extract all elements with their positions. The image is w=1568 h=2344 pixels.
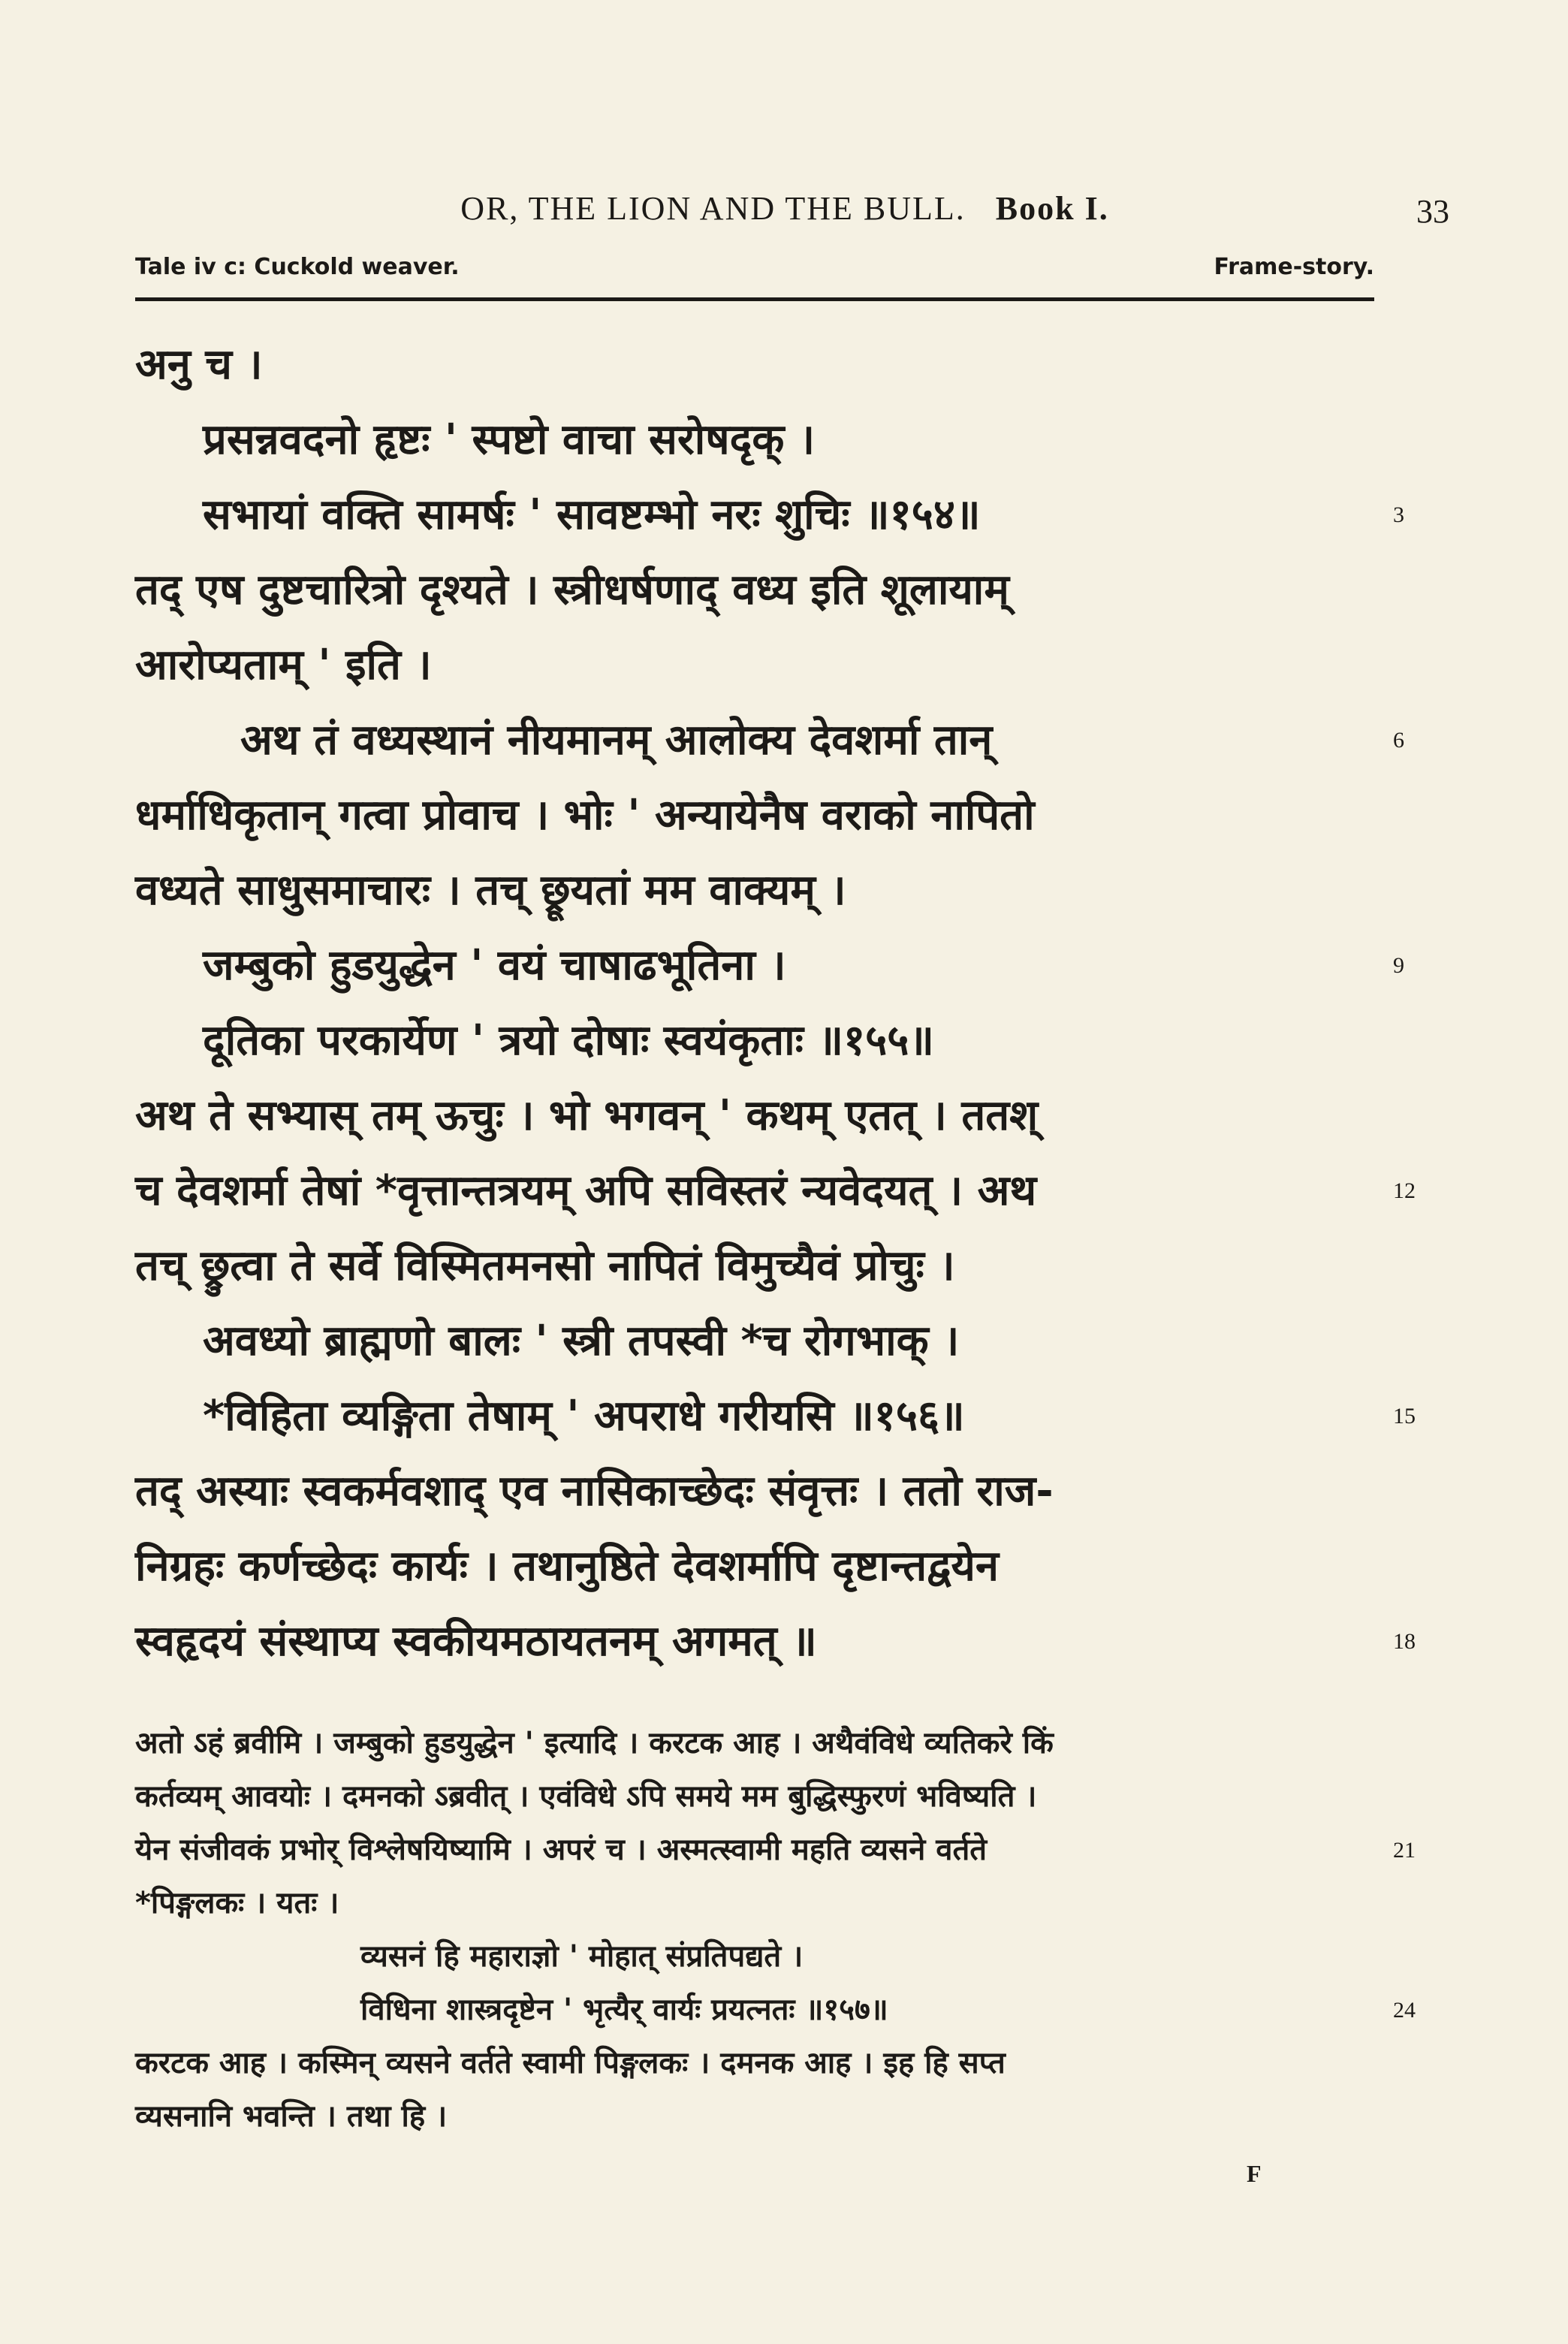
line-text: निग्रहः कर्णच्छेदः कार्यः । तथानुष्ठिते देवशर्मापि दृष्टान्तद्वयेन — [135, 1542, 999, 1591]
text-line — [135, 1824, 1416, 1877]
verse-line — [135, 403, 1374, 478]
line-text: येन संजीवकं प्रभोर् विश्लेषयिष्यामि । अपरं च । अस्मत्स्वामी महति व्यसने वर्तते — [135, 1833, 988, 1867]
verse-line — [135, 1930, 1374, 1984]
main-text — [135, 327, 1416, 1679]
line-text: दूतिका परकार्येण ' त्रयो दोषाः स्वयंकृताः ॥१५५॥ — [203, 1016, 934, 1065]
line-text: प्रसन्नवदनो हृष्टः ' स्पष्टो वाचा सरोषदृक् । — [203, 415, 816, 464]
secondary-text — [135, 1717, 1416, 2143]
text-line — [135, 2037, 1374, 2090]
line-text: व्यसनं हि महाराज्ञो ' मोहात् संप्रतिपद्यते । — [360, 1939, 804, 1974]
text-line — [135, 778, 1374, 853]
line-number: 15 — [1393, 1404, 1416, 1428]
line-text: *पिङ्गलकः । यतः । — [135, 1886, 339, 1920]
line-text: तच् छ्रुत्वा ते सर्वे विस्मितमनसो नापितं विमुच्यैवं प्रोचुः । — [135, 1241, 955, 1290]
signature-mark: F — [1247, 2160, 1262, 2187]
text-line — [135, 2090, 1374, 2143]
text-line — [135, 327, 1374, 403]
text-line — [135, 1770, 1374, 1824]
line-text: तद् एष दुष्टचारित्रो दृश्यते । स्त्रीधर्षणाद् वध्य इति शूलायाम् — [135, 566, 1009, 614]
verse-line — [135, 1984, 1416, 2037]
line-text: अतो ऽहं ब्रवीमि । जम्बुको हुडयुद्धेन ' इत्यादि । करटक आह । अथैवंविधे व्यतिकरे किं — [135, 1726, 1054, 1760]
line-text: *विहिता व्यङ्गिता तेषाम् ' अपराधे गरीयसि ॥१५६॥ — [203, 1392, 965, 1440]
text-line — [135, 853, 1374, 928]
text-line — [135, 1078, 1374, 1154]
verse-line — [135, 1304, 1374, 1379]
text-line — [135, 1717, 1374, 1770]
line-text: च देवशर्मा तेषां *वृत्तान्तत्रयम् अपि सविस्तरं न्यवेदयत् । अथ — [135, 1166, 1037, 1215]
text-line — [135, 553, 1374, 628]
text-line — [135, 703, 1404, 778]
section-label: Frame-story. — [1214, 254, 1374, 280]
header-rule — [135, 297, 1374, 301]
text-line — [135, 1454, 1374, 1529]
verse-line — [135, 928, 1404, 1003]
verse-line — [135, 478, 1404, 553]
line-text: जम्बुको हुडयुद्धेन ' वयं चाषाढभूतिना । — [203, 941, 786, 990]
line-number: 9 — [1393, 953, 1404, 978]
text-line — [135, 1154, 1416, 1229]
text-line — [135, 1877, 1374, 1930]
line-text: सभायां वक्ति सामर्षः ' सावष्टम्भो नरः शुचिः ॥१५४॥ — [203, 490, 981, 539]
text-line — [135, 1229, 1374, 1304]
line-number: 12 — [1393, 1178, 1416, 1203]
text-line — [135, 628, 1374, 703]
subheader — [135, 254, 1374, 284]
line-text: अनु च । — [135, 340, 263, 389]
book-label: Book I. — [995, 190, 1109, 227]
text-line — [135, 1604, 1416, 1679]
line-text: व्यसनानि भवन्ति । तथा हि । — [135, 2099, 448, 2134]
verse-line — [135, 1379, 1416, 1454]
line-text: करटक आह । कस्मिन् व्यसने वर्तते स्वामी पिङ्गलकः । दमनक आह । इह हि सप्त — [135, 2046, 1006, 2080]
line-number: 21 — [1393, 1838, 1416, 1863]
line-text: आरोप्यताम् ' इति । — [135, 641, 432, 689]
line-text: धर्माधिकृतान् गत्वा प्रोवाच । भोः ' अन्यायेनैष वराको नापितो — [135, 791, 1035, 840]
running-title — [135, 189, 1434, 228]
line-number: 3 — [1393, 502, 1404, 527]
verse-line — [135, 1003, 1374, 1078]
line-number: 18 — [1393, 1629, 1416, 1654]
line-number: 6 — [1393, 728, 1404, 753]
line-text: वध्यते साधुसमाचारः । तच् छ्रूयतां मम वाक्यम् । — [135, 866, 846, 915]
line-text: अथ तं वध्यस्थानं नीयमानम् आलोक्य देवशर्मा तान् — [240, 716, 993, 765]
running-title-text: OR, THE LION AND THE BULL. — [460, 190, 966, 227]
tale-label: Tale iv c: Cuckold weaver. — [135, 254, 460, 280]
line-text: स्वहृदयं संस्थाप्य स्वकीयमठायतनम् अगमत् ॥ — [135, 1617, 817, 1666]
line-text: तद् अस्याः स्वकर्मवशाद् एव नासिकाच्छेदः संवृत्तः । ततो राज- — [135, 1467, 1054, 1516]
line-text: अवध्यो ब्राह्मणो बालः ' स्त्री तपस्वी *च रोगभाक् । — [203, 1317, 960, 1365]
text-line — [135, 1529, 1374, 1604]
line-number: 24 — [1393, 1998, 1416, 2023]
line-text: कर्तव्यम् आवयोः । दमनको ऽब्रवीत् । एवंविधे ऽपि समये मम बुद्धिस्फुरणं भविष्यति । — [135, 1779, 1037, 1814]
line-text: विधिना शास्त्रदृष्टेन ' भृत्यैर् वार्यः प्रयत्नतः ॥१५७॥ — [360, 1993, 888, 2027]
line-text: अथ ते सभ्यास् तम् ऊचुः । भो भगवन् ' कथम् एतत् । ततश् — [135, 1091, 1039, 1140]
page-header — [135, 189, 1449, 234]
page-number: 33 — [1416, 193, 1449, 230]
